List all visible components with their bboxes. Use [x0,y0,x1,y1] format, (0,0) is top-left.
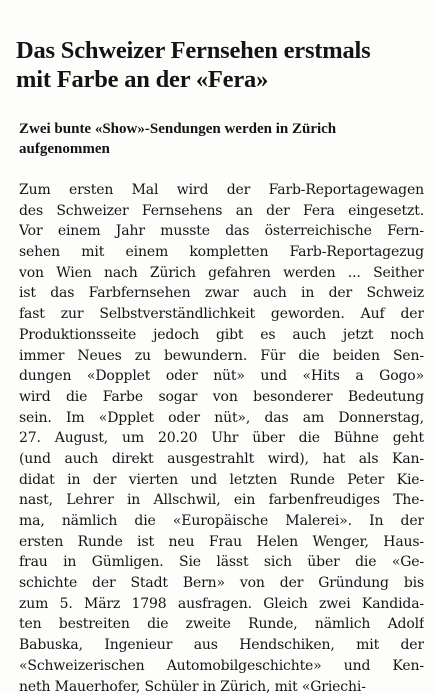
body-line: didat in der vierten und letzten Runde Peter Kie- [19,470,424,491]
body-line: immer Neues zu bewundern. Für die beiden Sen- [19,346,424,367]
body-line: wird die Farbe sogar von besonderer Bedeutung [19,387,424,408]
body-line: Vor einem Jahr musste das österreichische Fern- [19,221,424,242]
body-line: neth Mauerhofer, Schüler in Zürich, mit «Griechi- [19,677,424,697]
body-line: ma, nämlich die «Europäische Malerei». In der [19,511,424,532]
subheadline-line: aufgenommen [19,139,429,159]
article-headline [16,36,426,94]
body-line: nast, Lehrer in Allschwil, ein farbenfreudiges The- [19,490,424,511]
body-line: des Schweizer Fernsehens an der Fera eingesetzt. [19,201,424,222]
headline-line: Das Schweizer Fernsehen erstmals [16,36,426,65]
body-line: ersten Runde ist neu Frau Helen Wenger, Haus- [19,532,424,553]
body-line: zum 5. März 1798 ausfragen. Gleich zwei Kandida- [19,594,424,615]
body-line: Zum ersten Mal wird der Farb-Reportagewagen [19,180,424,201]
body-line: frau in Gümligen. Sie lässt sich über die «Ge- [19,552,424,573]
body-line: «Schweizerischen Automobilgeschichte» und Ken- [19,656,424,677]
body-line: schichte der Stadt Bern» von der Gründung bis [19,573,424,594]
headline-line: mit Farbe an der «Fera» [16,65,426,94]
body-line: fast zur Selbstverständlichkeit geworden. Auf der [19,304,424,325]
body-line: sehen mit einem kompletten Farb-Reportagezug [19,242,424,263]
body-line: von Wien nach Zürich gefahren werden ... Seither [19,263,424,284]
body-line: Babuska, Ingenieur aus Hendschiken, mit der [19,635,424,656]
article-subheadline [19,119,429,159]
body-line: ist das Farbfernsehen zwar auch in der Schweiz [19,283,424,304]
body-line: 27. August, um 20.20 Uhr über die Bühne geht [19,428,424,449]
body-line: ten bestreiten die zweite Runde, nämlich Adolf [19,614,424,635]
body-line: Produktionsseite jedoch gibt es auch jetzt noch [19,325,424,346]
article-body [19,180,424,697]
body-line: (und auch direkt ausgestrahlt wird), hat als Kan- [19,449,424,470]
body-line: dungen «Dopplet oder nüt» und «Hits a Gogo» [19,366,424,387]
subheadline-line: Zwei bunte «Show»-Sendungen werden in Zürich [19,119,429,139]
body-line: sein. Im «Dpplet oder nüt», das am Donnerstag, [19,408,424,429]
